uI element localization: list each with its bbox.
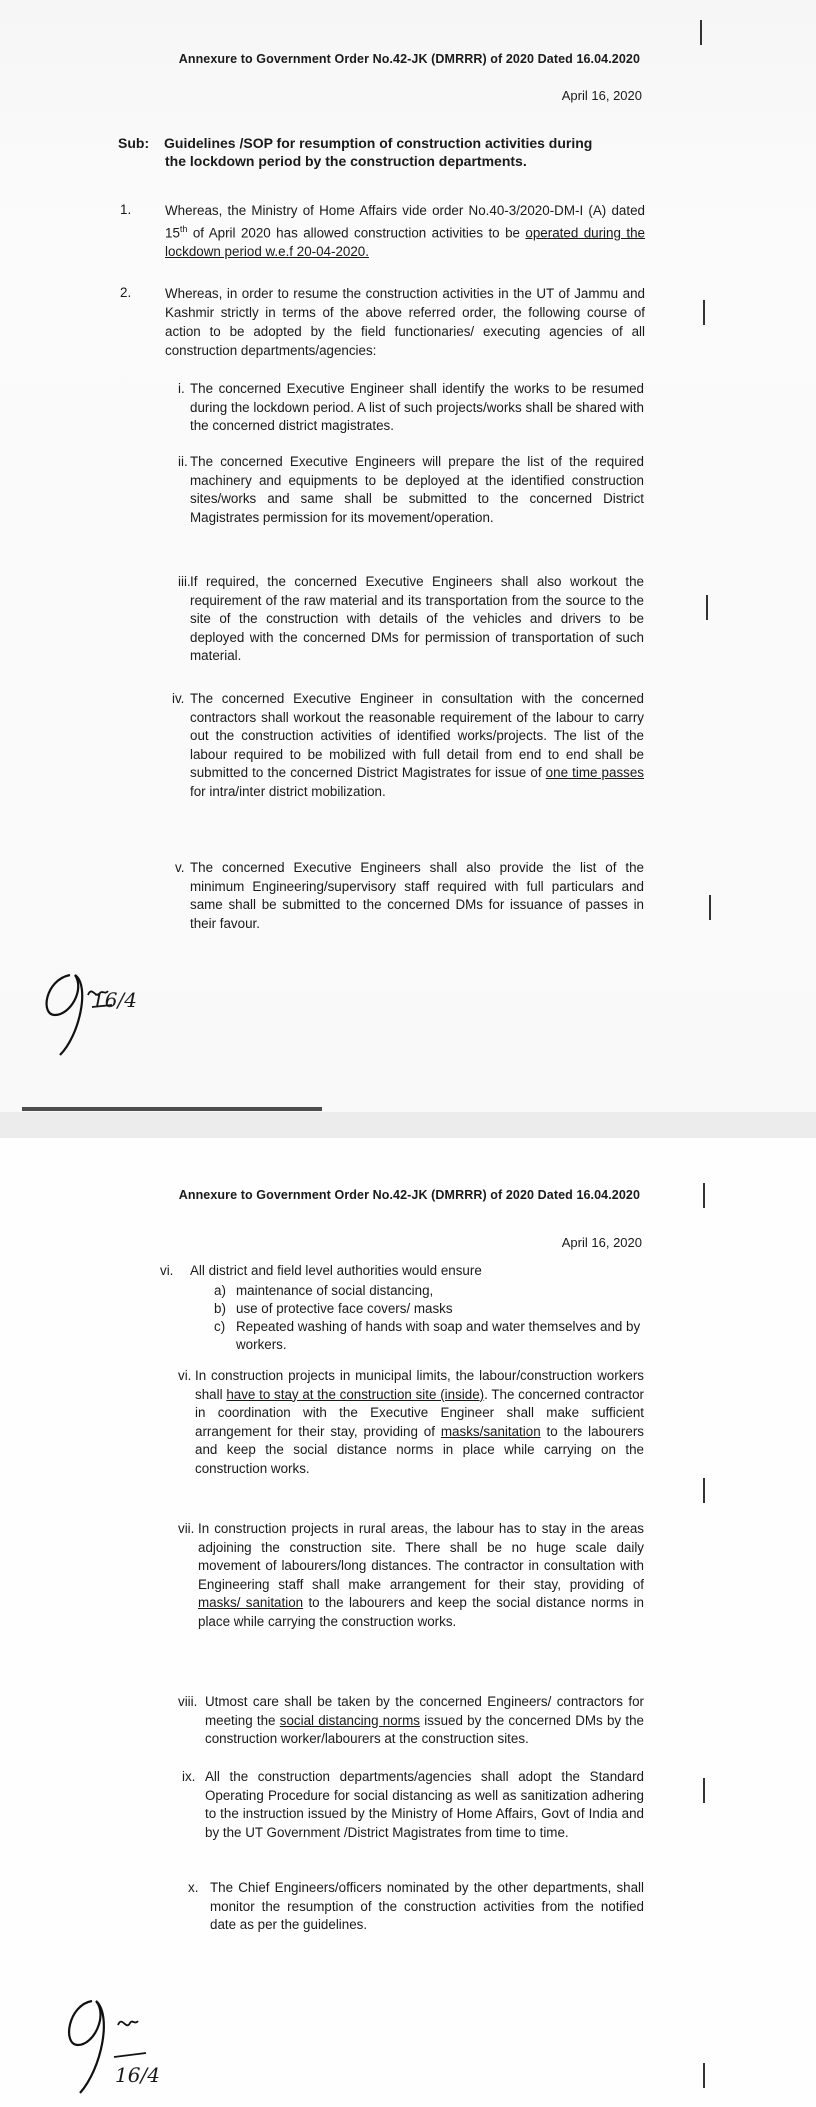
- margin-mark: [703, 1478, 705, 1503]
- para-1-text-a: Whereas, the Ministry of Home Affairs vide order No.40-3/2020-DM-I (A) dated 15: [165, 203, 645, 241]
- item-vii-number: vii.: [178, 1521, 195, 1536]
- item-iv-number: iv.: [172, 691, 185, 706]
- item-vi-municipal-text: [195, 1367, 644, 1478]
- item-i-text: [190, 380, 644, 436]
- sub-item-a-number: a): [214, 1283, 226, 1298]
- item-vii-text-b: to the labourers and keep the social distance norms in place while carrying the construction works.: [198, 1595, 644, 1629]
- item-iv-text: [190, 690, 644, 801]
- item-vi-municipal-text-c: to the labourers and keep the social distance norms in place while carrying on the construction works.: [195, 1423, 644, 1476]
- sub-item-c-text: Repeated washing of hands with soap and water themselves and by workers.: [236, 1319, 641, 1352]
- para-2: Whereas, in order to resume the construction activities in the UT of Jammu and Kashmir strictly in terms of the above referred order, the following course of action to be adopted by the field functionaries/ executing agencies of all construction departments/agencies:: [165, 286, 645, 358]
- item-ix-text: All the construction departments/agencies shall adopt the Standard Operating Procedure for social distancing as well as sanitization adhering to the instruction issued by the Ministry of Home Affairs, Govt of India and by the UT Government /District Magistrates from time to time.: [205, 1769, 644, 1840]
- margin-mark: [709, 895, 711, 920]
- item-vi-municipal-underlined-1: have to stay at the construction site (inside): [226, 1386, 485, 1402]
- item-vi-municipal-number: vi.: [178, 1368, 192, 1383]
- document-date: April 16, 2020: [561, 1235, 642, 1250]
- item-viii-number: viii.: [178, 1694, 198, 1709]
- item-x-number: x.: [188, 1880, 199, 1895]
- item-i-body: The concerned Executive Engineer shall identify the works to be resumed during the lockdown period. A list of such projects/works shall be shared with the concerned district magistrates.: [190, 381, 644, 433]
- margin-mark: [703, 2063, 705, 2088]
- item-iv-text-a: The concerned Executive Engineer in consultation with the concerned contractors shall workout the reasonable requirement of the labour to carry out the construction activities of identified works/projects. The list of the labour required to be mobilized with full detail from end to end shall be submitted to the concerned District Magistrates for issue of: [190, 691, 644, 780]
- item-ix-number: ix.: [182, 1769, 196, 1784]
- sub-item-b-text: use of protective face covers/ masks: [236, 1301, 453, 1316]
- signature-date-page-2: 16/4: [115, 2063, 160, 2087]
- item-vii-underlined: masks/ sanitation: [198, 1595, 304, 1610]
- item-ii-text: The concerned Executive Engineers will prepare the list of the required machinery and equipments to be deployed at the identified construction sites/works and same shall be submitted to the concerned District Magistrates permission for its movement/operation.: [190, 454, 644, 525]
- item-vi-municipal-underlined-2: masks/sanitation: [440, 1423, 541, 1439]
- item-viii-text-b: issued by the concerned DMs by the construction worker/labourers at the construction sites.: [205, 1712, 644, 1746]
- item-iv-underlined: one time passes: [545, 765, 644, 780]
- item-ii-number: ii.: [178, 454, 188, 469]
- document-date: April 16, 2020: [561, 88, 642, 103]
- item-iv-text-b: for intra/inter district mobilization.: [190, 783, 386, 799]
- item-v-number: v.: [175, 860, 185, 875]
- item-v-text: The concerned Executive Engineers shall also provide the list of the minimum Engineering/supervisory staff required with full particulars and same shall be submitted to the concerned DMs for issuance of passes in their favour.: [190, 860, 644, 931]
- margin-mark: [703, 1183, 705, 1208]
- item-viii-text: [205, 1693, 644, 1749]
- para-1-text-b: of April 2020 has allowed construction activities to be: [187, 225, 526, 241]
- para-1-underlined: operated during the lockdown period w.e.f 20-04-2020.: [165, 225, 645, 260]
- item-viii-underlined: social distancing norms: [279, 1712, 420, 1728]
- subject-label: Sub:: [118, 135, 150, 151]
- item-i-number: i.: [178, 381, 185, 396]
- para-2-number: 2.: [120, 285, 132, 300]
- sub-item-c-number: c): [214, 1319, 226, 1334]
- para-1-superscript: th: [179, 224, 188, 234]
- item-vi-municipal-text-a: In construction projects in municipal limits, the labour/construction workers shall: [195, 1368, 644, 1402]
- item-vii-text: [198, 1520, 644, 1631]
- page-divider: [22, 1107, 322, 1111]
- margin-mark: [703, 1778, 705, 1803]
- item-vi-number: vi.: [160, 1263, 174, 1278]
- annexure-header: Annexure to Government Order No.42-JK (DMRRR) of 2020 Dated 16.04.2020: [178, 52, 640, 66]
- para-1-number: 1.: [120, 202, 132, 217]
- subject-line-1: Guidelines /SOP for resumption of construction activities during: [164, 135, 593, 151]
- document-page-2: [0, 1138, 816, 2107]
- subject-heading: [118, 134, 648, 170]
- item-iii-text: If required, the concerned Executive Engineers shall also workout the requirement of the raw material and its transportation from the source to the site of the construction with details of the vehicles and drivers to be deployed with the concerned DMs for permission of transportation of such material.: [190, 574, 644, 663]
- margin-mark: [706, 595, 708, 620]
- item-iii-number: iii.: [178, 574, 191, 589]
- sub-item-a-text: maintenance of social distancing,: [236, 1283, 434, 1298]
- sub-item-b-number: b): [214, 1301, 226, 1316]
- para-1: [165, 201, 645, 261]
- annexure-header: Annexure to Government Order No.42-JK (DMRRR) of 2020 Dated 16.04.2020: [178, 1188, 640, 1202]
- margin-mark: [703, 300, 705, 325]
- subject-line-2: the lockdown period by the construction departments.: [165, 153, 527, 169]
- signature-date-page-1: 16/4: [92, 988, 137, 1012]
- item-vi-text: All district and field level authorities would ensure: [190, 1263, 482, 1278]
- item-vi-municipal-text-b: . The concerned contractor in coordination with the Executive Engineer shall make sufficient arrangement for their stay, providing of: [195, 1386, 645, 1439]
- item-viii-text-a: Utmost care shall be taken by the concerned Engineers/ contractors for meeting the: [205, 1694, 644, 1728]
- item-x-text: The Chief Engineers/officers nominated by the other departments, shall monitor the resumption of the construction activities from the notified date as per the guidelines.: [210, 1880, 644, 1932]
- item-vii-text-a: In construction projects in rural areas, the labour has to stay in the areas adjoining the construction site. There shall be no huge scale daily movement of labourers/long distances. The contractor in consultation with Engineering staff shall make arrangement for their stay, providing of: [198, 1521, 644, 1592]
- margin-mark: [700, 20, 702, 45]
